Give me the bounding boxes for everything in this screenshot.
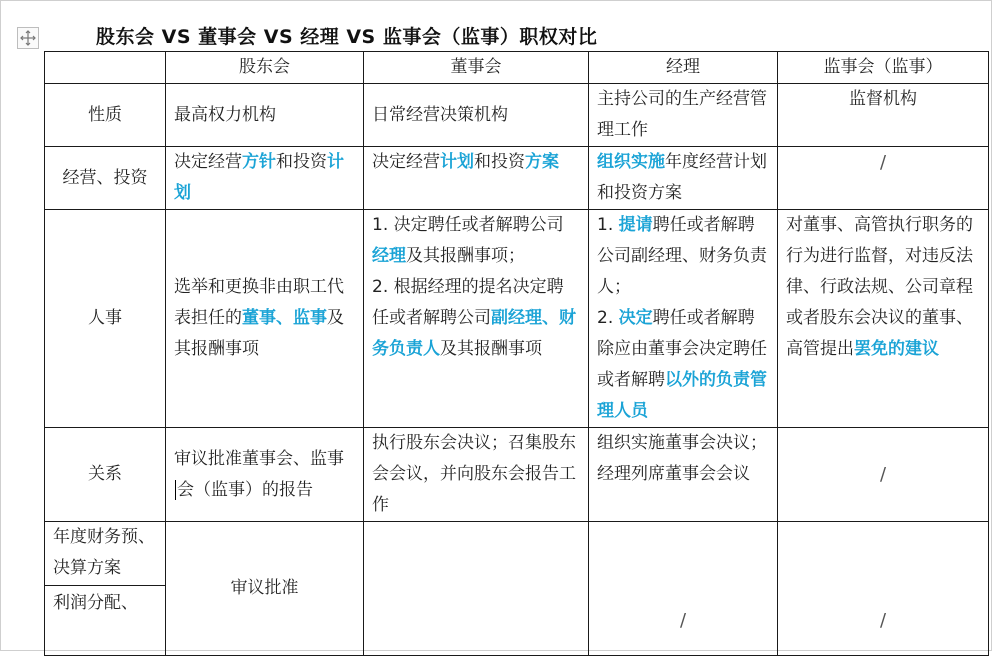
cell-finance-manager: / [589, 522, 778, 656]
cell-nature-manager: 主持公司的生产经营管理工作 [589, 84, 778, 147]
cell-relation-board: 执行股东会决议；召集股东会会议，并向股东会报告工作 [364, 428, 589, 522]
table-row [45, 428, 989, 522]
cell-nature-shareholders: 最高权力机构 [166, 84, 364, 147]
comparison-table [44, 51, 989, 656]
header-cell-supervisors: 监事会（监事） [778, 52, 989, 84]
table-row [45, 147, 989, 210]
row-label-operation: 经营、投资 [45, 147, 166, 210]
cell-finance-shareholders: 审议批准 [166, 522, 364, 656]
cell-nature-board: 日常经营决策机构 [364, 84, 589, 147]
cell-relation-manager: 组织实施董事会决议；经理列席董事会会议 [589, 428, 778, 522]
table-move-handle[interactable] [17, 27, 39, 49]
header-cell-manager: 经理 [589, 52, 778, 84]
cell-personnel-supervisors: 对董事、高管执行职务的行为进行监督，对违反法律、行政法规、公司章程或者股东会决议的董事、高管提出罢免的建议 [778, 210, 989, 428]
cell-relation-shareholders: 审议批准董事会、监事 会（监事）的报告 [166, 428, 364, 522]
row-label-finance-profit: 利润分配、 [53, 593, 138, 613]
cell-relation-supervisors: / [778, 428, 989, 522]
cell-nature-supervisors: 监督机构 [778, 84, 989, 147]
table-header-row [45, 52, 989, 84]
table-row [45, 84, 989, 147]
cell-operation-shareholders: 决定经营方针和投资计划 [166, 147, 364, 210]
cell-operation-board: 决定经营计划和投资方案 [364, 147, 589, 210]
table-row [45, 522, 989, 656]
move-arrows-icon [20, 30, 36, 46]
cell-finance-board [364, 522, 589, 656]
row-label-finance-budget: 年度财务预、决算方案 [45, 522, 165, 586]
text-cursor [175, 480, 176, 500]
cell-operation-manager: 组织实施年度经营计划和投资方案 [589, 147, 778, 210]
header-cell-board: 董事会 [364, 52, 589, 84]
table-row [45, 210, 989, 428]
row-label-nature: 性质 [45, 84, 166, 147]
cell-finance-supervisors: / [778, 522, 989, 656]
cell-personnel-board: 1. 决定聘任或者解聘公司经理及其报酬事项； 2. 根据经理的提名决定聘任或者解聘公司副经理、财务负责人及其报酬事项 [364, 210, 589, 428]
header-cell-empty [45, 52, 166, 84]
cell-operation-supervisors: / [778, 147, 989, 210]
row-label-finance [45, 522, 166, 656]
cell-personnel-manager: 1. 提请聘任或者解聘公司副经理、财务负责人； 2. 决定聘任或者解聘除应由董事会决定聘任或者解聘以外的负责管理人员 [589, 210, 778, 428]
cell-personnel-shareholders: 选举和更换非由职工代表担任的董事、监事及其报酬事项 [166, 210, 364, 428]
header-cell-shareholders: 股东会 [166, 52, 364, 84]
row-label-relation: 关系 [45, 428, 166, 522]
row-label-personnel: 人事 [45, 210, 166, 428]
page-title: 股东会 VS 董事会 VS 经理 VS 监事会（监事）职权对比 [96, 26, 598, 48]
